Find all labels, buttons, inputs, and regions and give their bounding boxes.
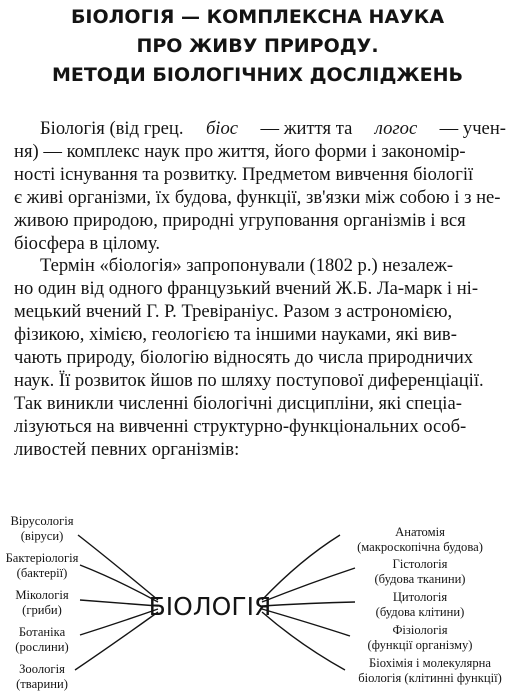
paragraph-2-line (14, 255, 506, 278)
discipline-name: Ботаніка (18, 625, 66, 639)
text-run: Біологія (від грец. (40, 118, 184, 139)
paragraph-1-line (14, 187, 506, 210)
text-run: ності існування та розвитку. Предметом вивчення біології (14, 163, 474, 185)
paragraph-1-line (14, 233, 506, 256)
connector-line (78, 535, 158, 600)
heading-line: ПРО ЖИВУ ПРИРОДУ. (136, 35, 379, 57)
text-run: — життя та (260, 118, 353, 139)
discipline-detail: біологія (клітинні функції) (358, 671, 502, 685)
paragraph-2-line (14, 278, 506, 301)
text-run: но один від одного французький вчений Ж.Б. Ла-марк і ні- (14, 278, 479, 300)
paragraph-1-line (14, 118, 506, 141)
paragraph-2-line (14, 324, 506, 347)
discipline-name: Цитологія (392, 590, 448, 604)
heading-line: БІОЛОГІЯ — КОМПЛЕКСНА НАУКА (70, 6, 445, 28)
discipline-name: Зоологія (19, 662, 65, 676)
discipline-name: Вірусологія (10, 514, 74, 528)
discipline-detail: (бактерії) (16, 566, 68, 580)
greek-term: біос (205, 118, 239, 139)
text-run: фізикою, хімією, геологією та іншими науками, які вив- (14, 324, 457, 346)
paragraph-2-line (14, 347, 506, 370)
discipline-name: Мікологія (15, 588, 69, 602)
text-run: чають природу, біологію відносять до числа природничих (14, 347, 474, 369)
biology-disciplines-diagram (0, 505, 515, 700)
text-run: наук. Її розвиток йшов по шляху поступової диференціації. (14, 369, 484, 391)
connector-line (262, 602, 355, 606)
discipline-detail: (будова клітини) (375, 605, 465, 619)
connector-line (80, 565, 158, 602)
connector-line (80, 600, 158, 606)
discipline-name: Фізіологія (392, 623, 448, 637)
text-run: ливостей певних організмів: (14, 438, 240, 460)
discipline-name: Гістологія (392, 557, 448, 571)
discipline-detail: (будова тканини) (374, 572, 466, 586)
text-run: ня) — комплекс наук про життя, його форми і закономір- (14, 140, 466, 162)
text-run: біосфера в цілому. (14, 232, 160, 254)
paragraph-1-line (14, 164, 506, 187)
discipline-detail: (гриби) (22, 603, 62, 617)
greek-term: логос (374, 118, 418, 139)
text-run: Термін «біологія» запропонували (1802 р.) незалеж- (40, 255, 454, 277)
paragraph-2-line (14, 416, 506, 439)
text-run: — учен- (439, 118, 506, 139)
paragraph-1-line (14, 141, 506, 164)
connector-line (80, 609, 158, 635)
connector-line (75, 612, 158, 670)
paragraph-2-line (14, 439, 506, 462)
diagram-center-label: БІОЛОГІЯ (148, 592, 272, 621)
paragraph-2-line (14, 301, 506, 324)
discipline-name: Анатомія (395, 525, 445, 539)
paragraph-2-line (14, 393, 506, 416)
discipline-detail: (тварини) (16, 677, 68, 691)
text-run: живою природою, природні угруповання організмів і вся (14, 209, 466, 231)
discipline-detail: (віруси) (20, 529, 64, 543)
text-run: Так виникли численні біологічні дисципліни, які спеціа- (14, 392, 462, 414)
heading-line: МЕТОДИ БІОЛОГІЧНИХ ДОСЛІДЖЕНЬ (51, 64, 464, 86)
paragraph-2-line (14, 370, 506, 393)
discipline-name: Біохімія і молекулярна (369, 656, 491, 670)
section-heading (0, 3, 515, 90)
discipline-name: Бактеріологія (5, 551, 79, 565)
discipline-detail: (функції організму) (367, 638, 473, 652)
text-run: мецький вчений Г. Р. Тревіраніус. Разом з астрономією, (14, 301, 453, 323)
discipline-detail: (рослини) (15, 640, 69, 654)
body-text (14, 118, 506, 462)
text-run: лізуються на вивченні структурно-функціональних особ- (14, 415, 467, 437)
text-run: є живі організми, їх будова, функції, зв'язки між собою і з не- (14, 186, 501, 208)
discipline-detail: (макроскопічна будова) (357, 540, 483, 554)
connector-line (262, 535, 340, 600)
paragraph-1-line (14, 210, 506, 233)
